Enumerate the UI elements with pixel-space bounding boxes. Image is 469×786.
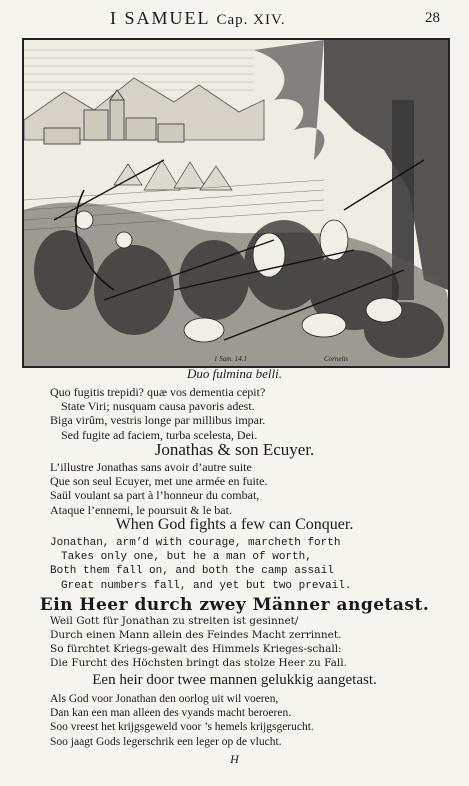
verse-line: Jonathan, arm’d with courage, marcheth forth (50, 537, 341, 549)
verse-line: Als God voor Jonathan den oorlog uit wil voeren, (50, 693, 279, 705)
verse-line: Dan kan een man alleen des vyands macht beroeren. (50, 707, 292, 720)
verse-line: Quo fugitis trepidi? quæ vos dementia cepit? (50, 385, 266, 399)
plate-caption: Duo fulmina belli. (187, 366, 282, 381)
verse-line: Sed fugite ad faciem, turba scelesta, Dei. (61, 427, 258, 442)
verse-line: Weil Gott für Jonathan zu streiten ist gesinnet/ (50, 615, 299, 627)
page-header (24, 8, 444, 32)
battle-engraving (24, 40, 448, 366)
verse-line: Ataque l’ennemi, le poursuit & le bat. (50, 502, 232, 517)
german-heading: Ein Heer durch zwey Männer angetast. (39, 595, 430, 615)
engraving-plate (22, 38, 450, 368)
german-verse (50, 614, 347, 670)
verse-line: Biga virûm, vestris longe par millibus impar. (50, 413, 266, 428)
english-verse (50, 536, 351, 593)
verse-line: Soo jaagt Gods legerschrik een leger op de vlucht. (50, 735, 282, 748)
verse-line: Soo vreest het krijgsgeweld voor ’s hemels krijgsgerucht. (50, 721, 314, 734)
verse-line: Saül voulant sa part à l’honneur du combat, (50, 488, 260, 503)
latin-verse (50, 385, 265, 442)
english-heading: When God fights a few can Conquer. (115, 516, 354, 533)
verse-line: Durch einen Mann allein des Feindes Macht zerrinnet. (50, 629, 342, 641)
verse-line: Die Furcht des Höchsten bringt das stolze Heer zu Fall. (50, 657, 347, 669)
french-heading: Jonathas & son Ecuyer. (154, 440, 315, 459)
engraver-signature: Cornelis (324, 355, 349, 363)
french-verse (50, 460, 267, 517)
page-number: 28 (425, 10, 440, 26)
verse-line: L’illustre Jonathas sans avoir d’autre suite (50, 460, 252, 474)
book-title: I SAMUEL (110, 8, 211, 28)
verse-line: State Viri; nusquam causa pavoris adest. (61, 399, 255, 414)
chapter-label: Cap. XIV. (216, 12, 286, 28)
running-title (110, 8, 286, 29)
verse-line: So fürchtet Kriegs-gewalt des Himmels Krieges-schall: (50, 643, 342, 655)
signature-mark: H (230, 752, 239, 766)
verse-line: Que son seul Ecuyer, met une armée en fuite. (50, 474, 268, 489)
dutch-heading: Een heir door twee mannen gelukkig aangetast. (92, 672, 377, 688)
verse-line: Both them fall on, and both the camp assail (50, 565, 334, 578)
dutch-verse (50, 692, 314, 749)
verse-line: Takes only one, but he a man of worth, (61, 551, 312, 564)
verse-line: Great numbers fall, and yet but two prevail. (61, 579, 352, 592)
plate-reference: 1 Sam. 14.1 (214, 355, 248, 363)
